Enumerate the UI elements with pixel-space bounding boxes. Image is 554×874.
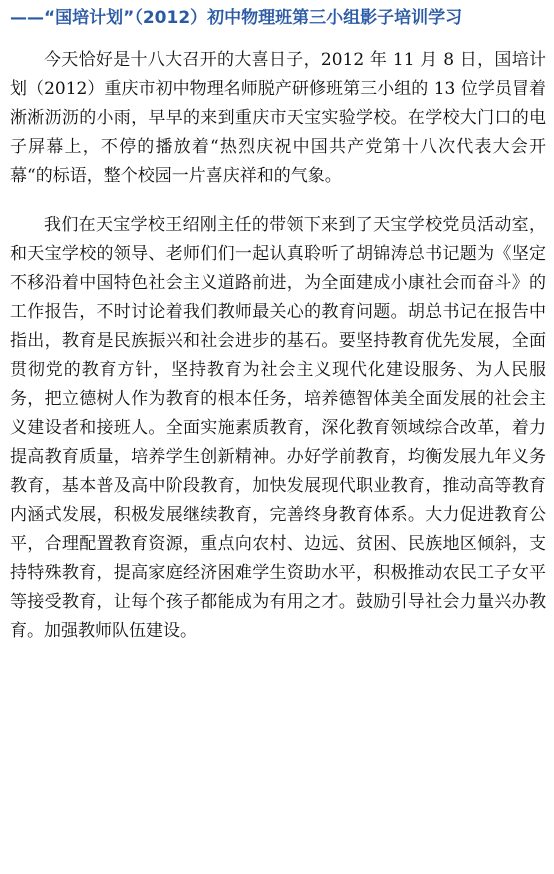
paragraph-opening: 今天恰好是十八大召开的大喜日子，2012 年 11 月 8 日，国培计划（2012）重庆市初中物理名师脱产研修班第三小组的 13 位学员冒着淅淅沥沥的小雨，早早的来到重庆市天宝实验学校。在学校大门口的电子屏幕上，不停的播放着“热烈庆祝中国共产党第十八次代表大会开幕“的标语，整个校园一片喜庆祥和的气象。 xyxy=(10,50,546,186)
document-title: ——“国培计划”（2012）初中物理班第三小组影子培训学习 xyxy=(10,8,463,28)
paragraph-report: 我们在天宝学校王绍刚主任的带领下来到了天宝学校党员活动室，和天宝学校的领导、老师们们一起认真聆听了胡锦涛总书记题为《坚定不移沿着中国特色社会主义道路前进，为全面建成小康社会而奋斗》的工作报告，不时讨论着我们教师最关心的教育问题。胡总书记在报告中指出，教育是民族振兴和社会进步的基石。要坚持教育优先发展，全面贯彻党的教育方针，坚持教育为社会主义现代化建设服务、为人民服务，把立德树人作为教育的根本任务，培养德智体美全面发展的社会主义建设者和接班人。全面实施素质教育，深化教育领域综合改革，着力提高教育质量，培养学生创新精神。办好学前教育，均衡发展九年义务教育，基本普及高中阶段教育，加快发展现代职业教育，推动高等教育内涵式发展，积极发展继续教育，完善终身教育体系。大力促进教育公平，合理配置教育资源，重点向农村、边远、贫困、民族地区倾斜，支持特殊教育，提高家庭经济困难学生资助水平，积极推动农民工子女平等接受教育，让每个孩子都能成为有用之才。鼓励引导社会力量兴办教育。加强教师队伍建设。 xyxy=(10,215,546,641)
